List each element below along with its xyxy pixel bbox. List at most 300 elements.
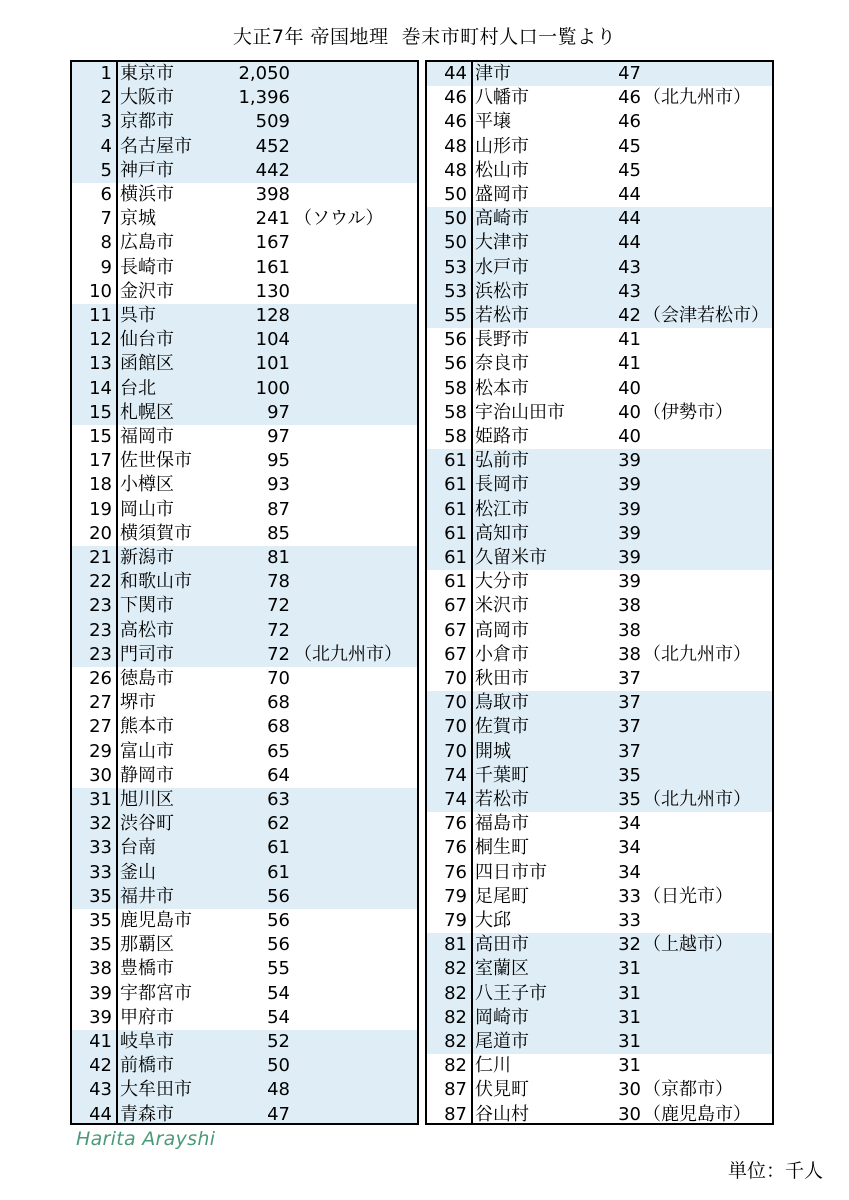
city-name-cell: 弘前市 <box>475 450 529 472</box>
table-row <box>72 159 417 183</box>
city-name-cell: 尾道市 <box>475 1031 529 1052</box>
city-name-cell: 高崎市 <box>475 208 529 230</box>
table-row <box>72 933 417 957</box>
rank-cell: 76 <box>444 813 467 835</box>
rank-cell: 55 <box>444 305 467 326</box>
city-name-cell: 久留米市 <box>475 547 547 568</box>
population-cell: 31 <box>618 1006 641 1028</box>
rank-cell: 41 <box>89 1031 112 1052</box>
table-row <box>72 207 417 231</box>
city-name-cell: 甲府市 <box>120 1006 174 1028</box>
population-cell: 2,050 <box>238 63 290 84</box>
table-row <box>72 982 417 1006</box>
city-name-cell: 富山市 <box>120 740 174 762</box>
rank-cell: 33 <box>89 861 112 883</box>
population-cell: 41 <box>618 353 641 375</box>
population-cell: 31 <box>618 982 641 1004</box>
table-row <box>427 183 772 207</box>
rank-cell: 32 <box>89 813 112 835</box>
city-name-cell: 松山市 <box>475 159 529 181</box>
city-name-cell: 大分市 <box>475 571 529 593</box>
city-name-cell: 宇都宮市 <box>120 982 192 1004</box>
population-table-left <box>70 60 419 1125</box>
table-row <box>427 643 772 667</box>
rank-cell: 61 <box>444 474 467 496</box>
city-name-cell: 米沢市 <box>475 595 529 617</box>
population-cell: 40 <box>618 401 641 423</box>
rank-cell: 82 <box>444 982 467 1004</box>
city-name-cell: 東京市 <box>120 63 174 84</box>
rank-cell: 61 <box>444 571 467 593</box>
note-cell: （鹿児島市） <box>643 1103 751 1125</box>
rank-cell: 27 <box>89 692 112 714</box>
population-cell: 72 <box>267 643 290 665</box>
rank-cell: 35 <box>89 885 112 907</box>
table-row <box>72 594 417 618</box>
table-row <box>72 1054 417 1078</box>
rank-cell: 74 <box>444 789 467 810</box>
city-name-cell: 福岡市 <box>120 426 174 447</box>
city-name-cell: 浜松市 <box>475 280 529 302</box>
population-table-right <box>425 60 774 1125</box>
population-cell: 37 <box>618 668 641 689</box>
table-row <box>72 667 417 691</box>
rank-cell: 70 <box>444 716 467 738</box>
population-cell: 61 <box>267 861 290 883</box>
table-row <box>427 473 772 497</box>
population-cell: 34 <box>618 861 641 883</box>
rank-cell: 8 <box>100 232 112 254</box>
population-cell: 31 <box>618 958 641 980</box>
table-row <box>427 1054 772 1078</box>
population-cell: 63 <box>267 789 290 810</box>
population-cell: 38 <box>618 643 641 665</box>
unit-label: 単位：千人 <box>728 1160 824 1182</box>
rank-cell: 10 <box>89 280 112 302</box>
table-row <box>72 764 417 788</box>
table-row <box>427 570 772 594</box>
rank-cell: 87 <box>444 1103 467 1125</box>
city-name-cell: 足尾町 <box>475 885 529 907</box>
table-row <box>427 836 772 860</box>
rank-cell: 1 <box>100 63 112 84</box>
population-cell: 52 <box>267 1031 290 1052</box>
rank-cell: 67 <box>444 619 467 641</box>
rank-cell: 43 <box>89 1079 112 1101</box>
rank-cell: 46 <box>444 111 467 133</box>
city-name-cell: 台南 <box>120 837 156 859</box>
population-cell: 33 <box>618 910 641 931</box>
table-row <box>72 473 417 497</box>
rank-cell: 15 <box>89 401 112 423</box>
city-name-cell: 小樽区 <box>120 474 174 496</box>
city-name-cell: 札幌区 <box>120 401 174 423</box>
population-cell: 30 <box>618 1079 641 1101</box>
rank-cell: 35 <box>89 934 112 956</box>
table-row <box>427 933 772 957</box>
rank-cell: 17 <box>89 450 112 472</box>
population-cell: 42 <box>618 305 641 326</box>
population-cell: 37 <box>618 740 641 762</box>
table-row <box>72 957 417 981</box>
rank-divider <box>116 62 118 1123</box>
population-cell: 39 <box>618 450 641 472</box>
population-cell: 50 <box>267 1055 290 1077</box>
city-name-cell: 小倉市 <box>475 643 529 665</box>
population-cell: 68 <box>267 716 290 738</box>
city-name-cell: 熊本市 <box>120 716 174 738</box>
population-cell: 45 <box>618 135 641 157</box>
table-row <box>427 740 772 764</box>
rank-cell: 76 <box>444 837 467 859</box>
population-cell: 78 <box>267 571 290 593</box>
city-name-cell: 静岡市 <box>120 764 174 786</box>
table-row <box>72 1103 417 1125</box>
population-cell: 128 <box>255 305 290 326</box>
page-title: 大正7年 帝国地理 巻末市町村人口一覧より <box>232 26 617 48</box>
population-cell: 65 <box>267 740 290 762</box>
city-name-cell: 松本市 <box>475 377 529 399</box>
table-row <box>72 304 417 328</box>
population-cell: 45 <box>618 159 641 181</box>
rank-cell: 7 <box>100 208 112 230</box>
city-name-cell: 鳥取市 <box>475 692 529 714</box>
rank-divider <box>471 62 473 1123</box>
population-cell: 167 <box>255 232 290 254</box>
city-name-cell: 大牟田市 <box>120 1079 192 1101</box>
city-name-cell: 豊橋市 <box>120 958 174 980</box>
table-row <box>427 498 772 522</box>
rank-cell: 58 <box>444 401 467 423</box>
rank-cell: 61 <box>444 522 467 544</box>
rank-cell: 61 <box>444 498 467 520</box>
rank-cell: 35 <box>89 910 112 931</box>
population-cell: 37 <box>618 692 641 714</box>
rank-cell: 23 <box>89 619 112 641</box>
rank-cell: 15 <box>89 426 112 447</box>
population-cell: 38 <box>618 619 641 641</box>
table-row <box>427 546 772 570</box>
city-name-cell: 堺市 <box>120 692 156 714</box>
table-row <box>427 256 772 280</box>
city-name-cell: 水戸市 <box>475 256 529 278</box>
rank-cell: 9 <box>100 256 112 278</box>
population-cell: 97 <box>267 401 290 423</box>
table-row <box>72 643 417 667</box>
table-row <box>72 377 417 401</box>
city-name-cell: 四日市市 <box>475 861 547 883</box>
rank-cell: 50 <box>444 184 467 205</box>
city-name-cell: 開城 <box>475 740 511 762</box>
table-row <box>72 280 417 304</box>
city-name-cell: 千葉町 <box>475 764 529 786</box>
city-name-cell: 京城 <box>120 208 156 230</box>
table-row <box>72 740 417 764</box>
table-row <box>72 1030 417 1054</box>
population-cell: 101 <box>255 353 290 375</box>
population-cell: 85 <box>267 522 290 544</box>
rank-cell: 26 <box>89 668 112 689</box>
population-cell: 40 <box>618 377 641 399</box>
population-cell: 39 <box>618 498 641 520</box>
city-name-cell: 鹿児島市 <box>120 910 192 931</box>
city-name-cell: 谷山村 <box>475 1103 529 1125</box>
population-cell: 87 <box>267 498 290 520</box>
rank-cell: 79 <box>444 910 467 931</box>
city-name-cell: 盛岡市 <box>475 184 529 205</box>
population-cell: 44 <box>618 232 641 254</box>
table-row <box>72 1078 417 1102</box>
table-row <box>72 812 417 836</box>
table-row <box>427 377 772 401</box>
note-cell: （北九州市） <box>643 643 751 665</box>
rank-cell: 61 <box>444 450 467 472</box>
population-cell: 46 <box>618 111 641 133</box>
city-name-cell: 若松市 <box>475 305 529 326</box>
table-row <box>427 352 772 376</box>
population-cell: 33 <box>618 885 641 907</box>
rank-cell: 23 <box>89 595 112 617</box>
population-cell: 1,396 <box>238 87 290 109</box>
rank-cell: 42 <box>89 1055 112 1077</box>
population-cell: 68 <box>267 692 290 714</box>
city-name-cell: 長岡市 <box>475 474 529 496</box>
city-name-cell: 岡山市 <box>120 498 174 520</box>
city-name-cell: 青森市 <box>120 1103 174 1125</box>
population-cell: 72 <box>267 595 290 617</box>
rank-cell: 81 <box>444 934 467 956</box>
population-cell: 54 <box>267 1006 290 1028</box>
population-cell: 62 <box>267 813 290 835</box>
city-name-cell: 大邱 <box>475 910 511 931</box>
rank-cell: 6 <box>100 184 112 205</box>
rank-cell: 53 <box>444 280 467 302</box>
city-name-cell: 旭川区 <box>120 789 174 810</box>
note-cell: （北九州市） <box>643 87 751 109</box>
rank-cell: 13 <box>89 353 112 375</box>
table-row <box>427 885 772 909</box>
city-name-cell: 奈良市 <box>475 353 529 375</box>
population-cell: 31 <box>618 1055 641 1077</box>
population-cell: 104 <box>255 329 290 351</box>
rank-cell: 56 <box>444 353 467 375</box>
city-name-cell: 桐生町 <box>475 837 529 859</box>
note-cell: （会津若松市） <box>643 305 769 326</box>
table-row <box>427 86 772 110</box>
population-cell: 47 <box>267 1103 290 1125</box>
population-cell: 130 <box>255 280 290 302</box>
population-cell: 39 <box>618 474 641 496</box>
table-row <box>427 1006 772 1030</box>
population-cell: 34 <box>618 813 641 835</box>
table-row <box>72 861 417 885</box>
table-row <box>72 256 417 280</box>
rank-cell: 39 <box>89 982 112 1004</box>
city-name-cell: 佐賀市 <box>475 716 529 738</box>
table-row <box>427 691 772 715</box>
city-name-cell: 仙台市 <box>120 329 174 351</box>
population-cell: 161 <box>255 256 290 278</box>
table-row <box>427 1078 772 1102</box>
rank-cell: 53 <box>444 256 467 278</box>
rank-cell: 58 <box>444 426 467 447</box>
rank-cell: 50 <box>444 208 467 230</box>
population-cell: 97 <box>267 426 290 447</box>
city-name-cell: 伏見町 <box>475 1079 529 1101</box>
rank-cell: 18 <box>89 474 112 496</box>
table-row <box>427 1103 772 1125</box>
table-row <box>427 861 772 885</box>
city-name-cell: 秋田市 <box>475 668 529 689</box>
city-name-cell: 八幡市 <box>475 87 529 109</box>
rank-cell: 70 <box>444 740 467 762</box>
table-row <box>427 812 772 836</box>
table-row <box>72 885 417 909</box>
rank-cell: 74 <box>444 764 467 786</box>
city-name-cell: 長野市 <box>475 329 529 351</box>
population-cell: 43 <box>618 280 641 302</box>
table-row <box>427 594 772 618</box>
table-row <box>72 619 417 643</box>
rank-cell: 82 <box>444 958 467 980</box>
rank-cell: 11 <box>89 305 112 326</box>
rank-cell: 76 <box>444 861 467 883</box>
city-name-cell: 新潟市 <box>120 547 174 568</box>
rank-cell: 82 <box>444 1031 467 1052</box>
rank-cell: 19 <box>89 498 112 520</box>
city-name-cell: 函館区 <box>120 353 174 375</box>
rank-cell: 2 <box>100 87 112 109</box>
table-row <box>72 715 417 739</box>
city-name-cell: 若松市 <box>475 789 529 810</box>
city-name-cell: 大阪市 <box>120 87 174 109</box>
rank-cell: 70 <box>444 668 467 689</box>
city-name-cell: 名古屋市 <box>120 135 192 157</box>
note-cell: （京都市） <box>643 1079 733 1101</box>
table-row <box>72 352 417 376</box>
table-row <box>427 135 772 159</box>
rank-cell: 46 <box>444 87 467 109</box>
city-name-cell: 佐世保市 <box>120 450 192 472</box>
rank-cell: 44 <box>444 63 467 84</box>
table-row <box>72 1006 417 1030</box>
table-row <box>427 159 772 183</box>
population-cell: 46 <box>618 87 641 109</box>
city-name-cell: 和歌山市 <box>120 571 192 593</box>
population-cell: 44 <box>618 184 641 205</box>
table-row <box>427 207 772 231</box>
city-name-cell: 福島市 <box>475 813 529 835</box>
population-cell: 72 <box>267 619 290 641</box>
table-row <box>72 522 417 546</box>
population-cell: 41 <box>618 329 641 351</box>
city-name-cell: 高知市 <box>475 522 529 544</box>
population-cell: 56 <box>267 885 290 907</box>
note-cell: （北九州市） <box>643 789 751 810</box>
rank-cell: 39 <box>89 1006 112 1028</box>
table-row <box>427 522 772 546</box>
rank-cell: 79 <box>444 885 467 907</box>
table-row <box>72 498 417 522</box>
city-name-cell: 広島市 <box>120 232 174 254</box>
rank-cell: 82 <box>444 1055 467 1077</box>
note-cell: （北九州市） <box>294 643 402 665</box>
rank-cell: 70 <box>444 692 467 714</box>
table-row <box>72 231 417 255</box>
city-name-cell: 津市 <box>475 63 511 84</box>
note-cell: （上越市） <box>643 934 733 956</box>
table-row <box>427 110 772 134</box>
city-name-cell: 金沢市 <box>120 280 174 302</box>
population-cell: 452 <box>255 135 290 157</box>
population-cell: 43 <box>618 256 641 278</box>
note-cell: （伊勢市） <box>643 401 733 423</box>
city-name-cell: 徳島市 <box>120 668 174 689</box>
population-cell: 39 <box>618 547 641 568</box>
rank-cell: 5 <box>100 159 112 181</box>
table-row <box>427 619 772 643</box>
city-name-cell: 高田市 <box>475 934 529 956</box>
city-name-cell: 高松市 <box>120 619 174 641</box>
table-row <box>427 909 772 933</box>
city-name-cell: 門司市 <box>120 643 174 665</box>
rank-cell: 48 <box>444 159 467 181</box>
population-cell: 31 <box>618 1031 641 1052</box>
rank-cell: 22 <box>89 571 112 593</box>
city-name-cell: 室蘭区 <box>475 958 529 980</box>
population-cell: 95 <box>267 450 290 472</box>
table-row <box>427 280 772 304</box>
table-row <box>72 425 417 449</box>
table-row <box>427 328 772 352</box>
table-row <box>72 110 417 134</box>
population-cell: 509 <box>255 111 290 133</box>
population-cell: 44 <box>618 208 641 230</box>
table-row <box>427 788 772 812</box>
city-name-cell: 横須賀市 <box>120 522 192 544</box>
city-name-cell: 松江市 <box>475 498 529 520</box>
population-cell: 81 <box>267 547 290 568</box>
city-name-cell: 福井市 <box>120 885 174 907</box>
rank-cell: 23 <box>89 643 112 665</box>
table-row <box>72 570 417 594</box>
city-name-cell: 高岡市 <box>475 619 529 641</box>
table-row <box>427 1030 772 1054</box>
population-cell: 100 <box>255 377 290 399</box>
city-name-cell: 前橋市 <box>120 1055 174 1077</box>
table-row <box>72 401 417 425</box>
table-row <box>427 957 772 981</box>
city-name-cell: 那覇区 <box>120 934 174 956</box>
table-row <box>427 764 772 788</box>
table-row <box>427 715 772 739</box>
rank-cell: 3 <box>100 111 112 133</box>
table-row <box>72 788 417 812</box>
city-name-cell: 仁川 <box>475 1055 511 1077</box>
population-cell: 70 <box>267 668 290 689</box>
population-cell: 56 <box>267 934 290 956</box>
population-cell: 442 <box>255 159 290 181</box>
population-cell: 38 <box>618 595 641 617</box>
city-name-cell: 呉市 <box>120 305 156 326</box>
population-cell: 35 <box>618 789 641 810</box>
table-row <box>427 304 772 328</box>
population-cell: 48 <box>267 1079 290 1101</box>
population-cell: 241 <box>255 208 290 230</box>
city-name-cell: 宇治山田市 <box>475 401 565 423</box>
table-row <box>72 86 417 110</box>
population-cell: 55 <box>267 958 290 980</box>
